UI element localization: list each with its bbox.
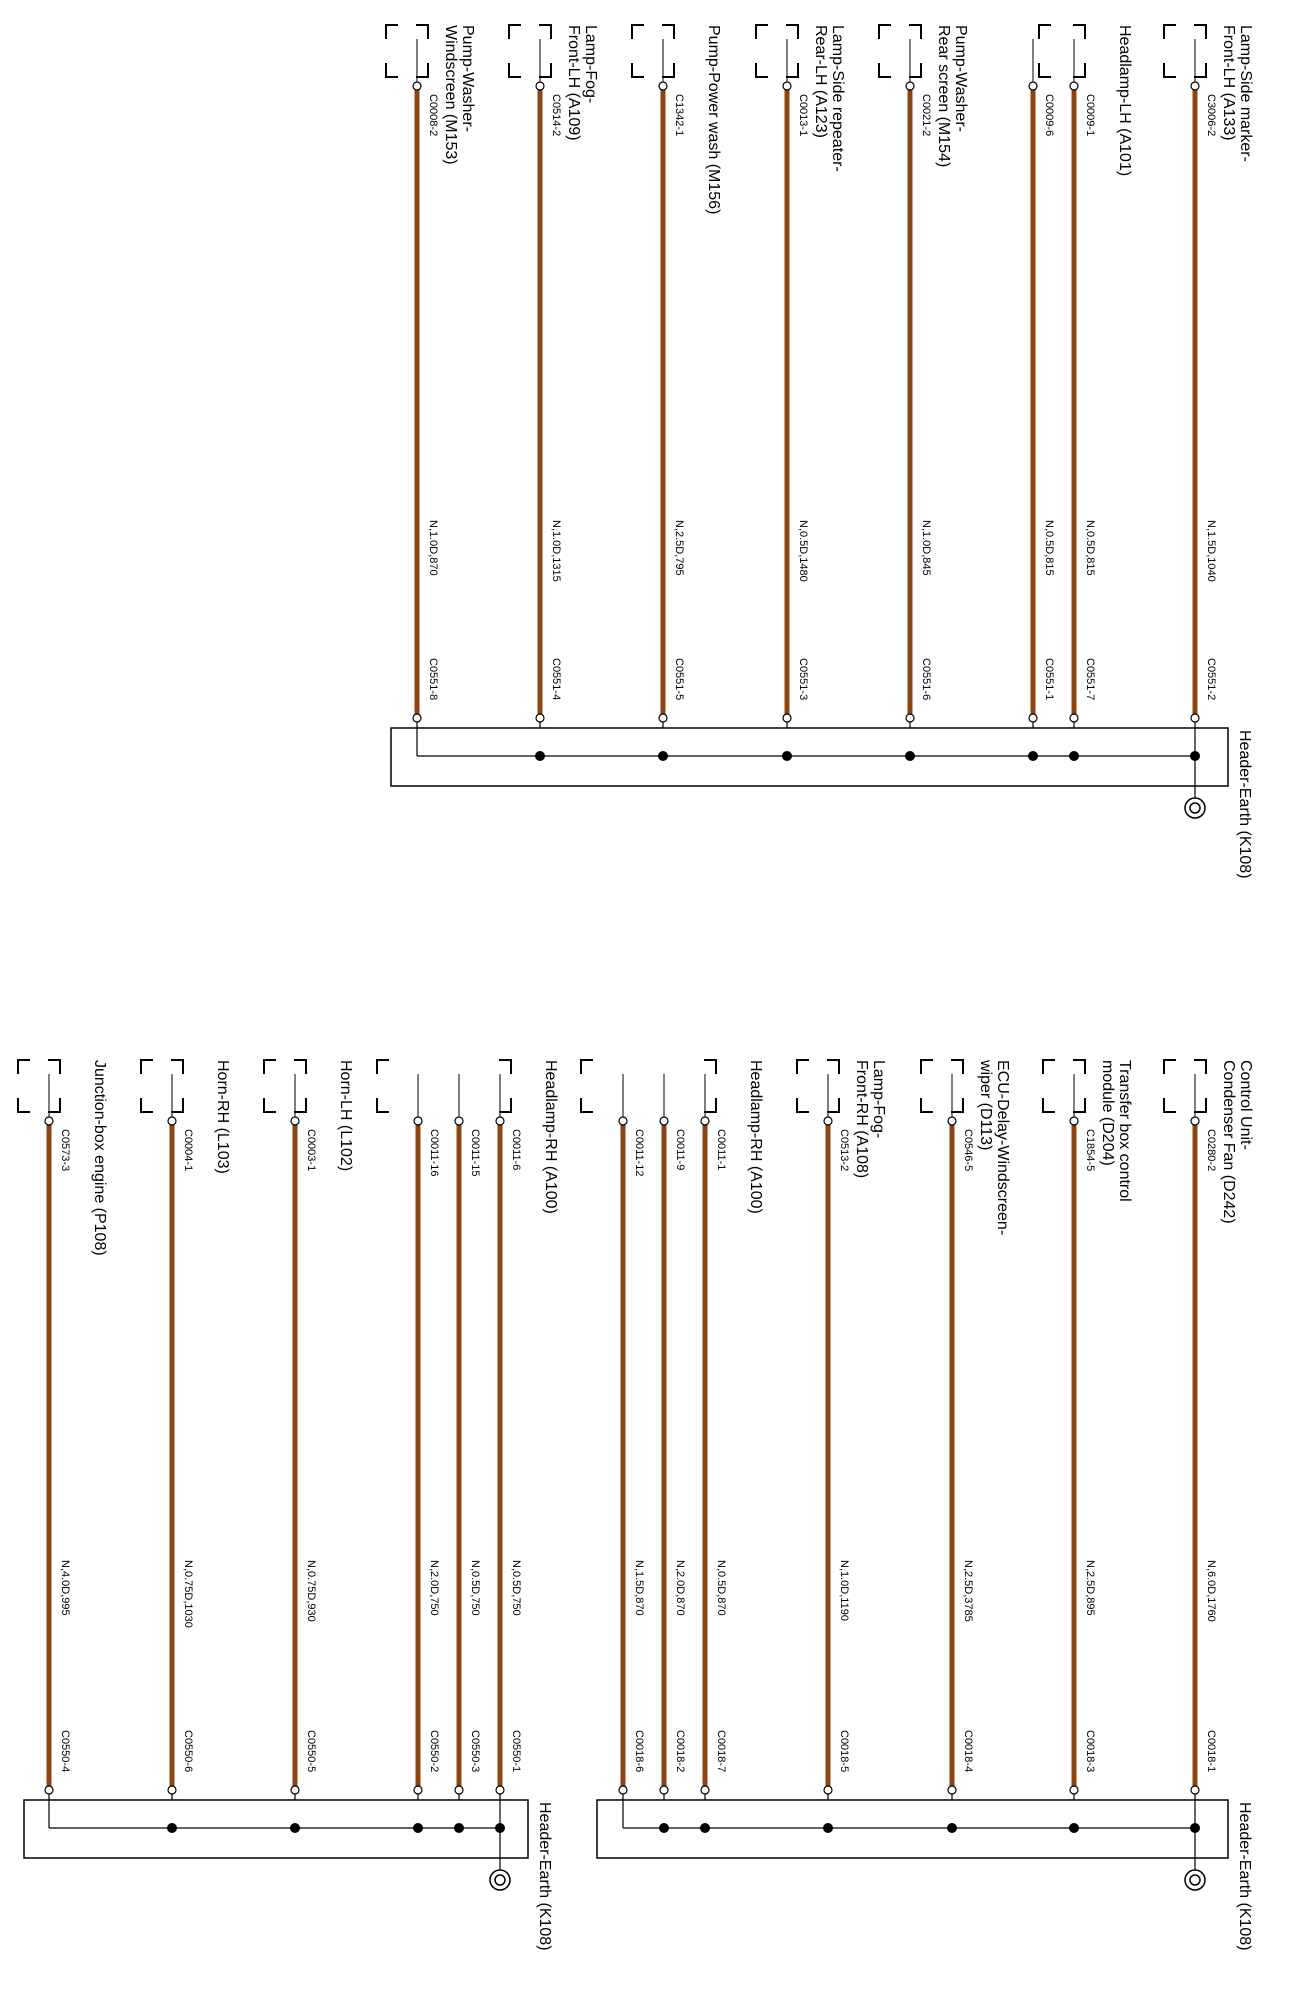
- wire-spec-label: N,2.5D,895: [1084, 1560, 1096, 1616]
- component-label: Lamp-Fog-: [582, 25, 599, 104]
- earth-ground-icon: [1190, 803, 1200, 813]
- pin-terminal-icon: [659, 82, 667, 90]
- component-label: Headlamp-RH (A100): [747, 1060, 764, 1214]
- component-label: Horn-LH (L102): [337, 1060, 354, 1172]
- pin-terminal-icon: [536, 714, 544, 722]
- terminal-label: C0018-4: [962, 1730, 974, 1773]
- connector-box-icon: [632, 25, 674, 77]
- connector-box-icon: [377, 1060, 511, 1112]
- component-label: Transfer box control: [1116, 1060, 1133, 1202]
- pin-label: C1854-5: [1084, 1129, 1096, 1172]
- wire-spec-label: N,6.0D,1760: [1205, 1560, 1217, 1622]
- pin-label: C0011-15: [469, 1129, 481, 1177]
- earth-ground-icon: [1190, 1875, 1200, 1885]
- terminal-label: C0551-6: [920, 658, 932, 701]
- connector-box-icon: [879, 25, 921, 77]
- pin-label: C0009-1: [1084, 94, 1096, 137]
- terminal-label: C0550-4: [59, 1730, 71, 1773]
- wire-spec-label: N,0.75D,930: [305, 1560, 317, 1622]
- connector-box-icon: [1039, 25, 1085, 77]
- pin-terminal-icon: [45, 1117, 53, 1125]
- pin-terminal-icon: [413, 82, 421, 90]
- component-label: Front-RH (A108): [853, 1060, 870, 1179]
- pin-label: C0573-3: [59, 1129, 71, 1172]
- terminal-label: C0018-5: [838, 1730, 850, 1773]
- pin-label: C0011-16: [428, 1129, 440, 1177]
- pin-label: C0011-1: [715, 1129, 727, 1171]
- pin-label: C1342-1: [673, 94, 685, 137]
- component-label: Rear-LH (A123): [812, 25, 829, 138]
- pin-label: C0011-12: [633, 1129, 645, 1177]
- wire-spec-label: N,4.0D,995: [59, 1560, 71, 1616]
- pin-terminal-icon: [168, 1786, 176, 1794]
- terminal-label: C0018-2: [674, 1730, 686, 1773]
- pin-terminal-icon: [783, 714, 791, 722]
- component-label: Pump-Washer-: [459, 25, 476, 132]
- pin-label: C0009-6: [1043, 94, 1055, 137]
- terminal-label: C0018-7: [715, 1730, 727, 1773]
- terminal-label: C0018-1: [1205, 1730, 1217, 1773]
- pin-terminal-icon: [659, 714, 667, 722]
- pin-label: C0513-2: [838, 1129, 850, 1172]
- pin-terminal-icon: [824, 1117, 832, 1125]
- component-label: Horn-RH (L103): [214, 1060, 231, 1174]
- pin-terminal-icon: [168, 1117, 176, 1125]
- connector-box-icon: [921, 1060, 963, 1112]
- pin-label: C0008-2: [427, 94, 439, 137]
- wire-spec-label: N,0.75D,1030: [182, 1560, 194, 1628]
- pin-terminal-icon: [414, 1117, 422, 1125]
- component-label: Junction-box engine (P108): [91, 1060, 108, 1256]
- pin-terminal-icon: [1191, 82, 1199, 90]
- pin-label: C0514-2: [550, 94, 562, 137]
- pin-terminal-icon: [291, 1117, 299, 1125]
- pin-terminal-icon: [496, 1117, 504, 1125]
- component-label: Pump-Washer-: [952, 25, 969, 132]
- pin-terminal-icon: [1070, 82, 1078, 90]
- component-label: Lamp-Side marker-: [1237, 25, 1254, 162]
- terminal-label: C0551-1: [1043, 658, 1055, 701]
- component-label: Front-LH (A133): [1220, 25, 1237, 141]
- component-label: Control Unit-: [1237, 1060, 1254, 1150]
- component-label: Headlamp-LH (A101): [1116, 25, 1133, 177]
- wire-spec-label: N,1.0D,1190: [838, 1560, 850, 1621]
- connector-box-icon: [756, 25, 798, 77]
- pin-terminal-icon: [1191, 1786, 1199, 1794]
- terminal-label: C0551-7: [1084, 658, 1096, 701]
- pin-terminal-icon: [1070, 714, 1078, 722]
- header-earth-label: Header-Earth (K108): [1236, 730, 1253, 879]
- pin-terminal-icon: [1191, 714, 1199, 722]
- terminal-label: C0550-2: [428, 1730, 440, 1773]
- pin-terminal-icon: [783, 82, 791, 90]
- terminal-label: C0551-3: [797, 658, 809, 701]
- pin-terminal-icon: [455, 1786, 463, 1794]
- component-label: Headlamp-RH (A100): [542, 1060, 559, 1214]
- pin-terminal-icon: [948, 1117, 956, 1125]
- terminal-label: C0550-3: [469, 1730, 481, 1773]
- terminal-label: C0018-6: [633, 1730, 645, 1773]
- terminal-label: C0550-1: [510, 1730, 522, 1773]
- wire-spec-label: N,0.5D,750: [510, 1560, 522, 1616]
- pin-label: C0011-6: [510, 1129, 522, 1171]
- header-earth-label: Header-Earth (K108): [1236, 1802, 1253, 1951]
- connector-box-icon: [18, 1060, 60, 1112]
- connector-box-icon: [141, 1060, 183, 1112]
- wire-spec-label: N,0.5D,870: [715, 1560, 727, 1616]
- component-label: Front-LH (A109): [565, 25, 582, 141]
- pin-terminal-icon: [413, 714, 421, 722]
- connector-box-icon: [1164, 1060, 1206, 1112]
- connector-box-icon: [509, 25, 551, 77]
- component-label: Rear screen (M154): [935, 25, 952, 168]
- pin-terminal-icon: [1191, 1117, 1199, 1125]
- wire-spec-label: N,0.5D,815: [1043, 520, 1055, 576]
- pin-terminal-icon: [1029, 714, 1037, 722]
- pin-terminal-icon: [536, 82, 544, 90]
- pin-label: C3006-2: [1205, 94, 1217, 137]
- pin-terminal-icon: [701, 1117, 709, 1125]
- connector-box-icon: [1164, 25, 1206, 77]
- component-label: Pump-Power wash (M156): [705, 25, 722, 215]
- header-earth-frame: [24, 1800, 528, 1858]
- terminal-label: C0550-5: [305, 1730, 317, 1773]
- pin-label: C0280-2: [1205, 1129, 1217, 1172]
- pin-terminal-icon: [906, 714, 914, 722]
- terminal-label: C0018-3: [1084, 1730, 1096, 1773]
- component-label: Lamp-Fog-: [870, 1060, 887, 1139]
- wire-spec-label: N,2.0D,870: [674, 1560, 686, 1616]
- pin-terminal-icon: [660, 1117, 668, 1125]
- pin-terminal-icon: [455, 1117, 463, 1125]
- header-earth-label: Header-Earth (K108): [536, 1802, 553, 1951]
- wire-spec-label: N,1.5D,1040: [1205, 520, 1217, 582]
- pin-label: C0013-1: [797, 94, 809, 137]
- pin-terminal-icon: [1070, 1786, 1078, 1794]
- pin-terminal-icon: [1070, 1117, 1078, 1125]
- pin-terminal-icon: [619, 1117, 627, 1125]
- pin-label: C0004-1: [182, 1129, 194, 1172]
- terminal-label: C0551-5: [673, 658, 685, 701]
- connector-box-icon: [797, 1060, 839, 1112]
- pin-terminal-icon: [660, 1786, 668, 1794]
- wire-spec-label: N,2.5D,3785: [962, 1560, 974, 1622]
- pin-label: C0546-5: [962, 1129, 974, 1172]
- pin-label: C0021-2: [920, 94, 932, 137]
- pin-terminal-icon: [619, 1786, 627, 1794]
- pin-terminal-icon: [45, 1786, 53, 1794]
- wire-spec-label: N,1.5D,870: [633, 1560, 645, 1616]
- terminal-label: C0551-4: [550, 658, 562, 701]
- header-earth-frame: [391, 728, 1228, 786]
- earth-ground-icon: [495, 1875, 505, 1885]
- terminal-label: C0551-2: [1205, 658, 1217, 701]
- connector-box-icon: [581, 1060, 716, 1112]
- wire-spec-label: N,1.0D,845: [920, 520, 932, 576]
- component-label: wiper (D113): [977, 1060, 994, 1151]
- connector-box-icon: [264, 1060, 306, 1112]
- wire-spec-label: N,1.0D,1315: [550, 520, 562, 582]
- terminal-label: C0550-6: [182, 1730, 194, 1773]
- component-label: ECU-Delay-Windscreen-: [994, 1060, 1011, 1236]
- pin-terminal-icon: [906, 82, 914, 90]
- pin-terminal-icon: [1029, 82, 1037, 90]
- wire-spec-label: N,0.5D,1480: [797, 520, 809, 582]
- terminal-label: C0551-8: [427, 658, 439, 701]
- pin-terminal-icon: [824, 1786, 832, 1794]
- pin-terminal-icon: [414, 1786, 422, 1794]
- component-label: Windscreen (M153): [442, 25, 459, 165]
- wire-spec-label: N,0.5D,750: [469, 1560, 481, 1616]
- component-label: Condenser Fan (D242): [1220, 1060, 1237, 1224]
- pin-terminal-icon: [948, 1786, 956, 1794]
- wire-spec-label: N,2.0D,750: [428, 1560, 440, 1616]
- pin-terminal-icon: [291, 1786, 299, 1794]
- wire-spec-label: N,0.5D,815: [1084, 520, 1096, 576]
- wire-spec-label: N,1.0D,870: [427, 520, 439, 576]
- wire-spec-label: N,2.5D,795: [673, 520, 685, 576]
- pin-terminal-icon: [496, 1786, 504, 1794]
- header-earth-frame: [597, 1800, 1228, 1858]
- pin-label: C0003-1: [305, 1129, 317, 1172]
- component-label: Lamp-Side repeater-: [829, 25, 846, 172]
- connector-box-icon: [386, 25, 428, 77]
- pin-label: C0011-9: [674, 1129, 686, 1171]
- connector-box-icon: [1043, 1060, 1085, 1112]
- component-label: module (D204): [1099, 1060, 1116, 1166]
- pin-terminal-icon: [701, 1786, 709, 1794]
